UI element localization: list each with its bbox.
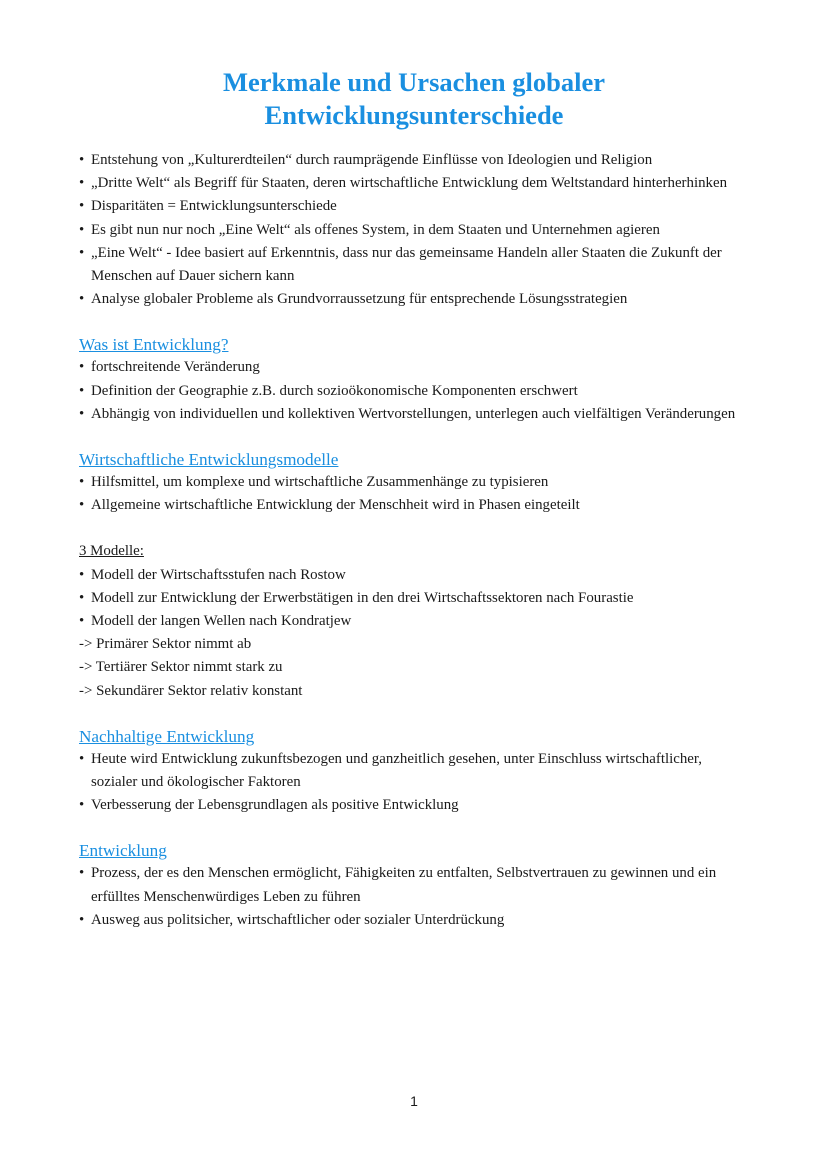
arrow-note: -> Tertiärer Sektor nimmt stark zu [79, 659, 283, 676]
entwicklungsmodelle-list [79, 471, 749, 517]
list-item: • Analyse globaler Probleme als Grundvorraussetzung für entsprechende Lösungsstrategien [79, 288, 749, 311]
list-item: • fortschreitende Veränderung [79, 356, 749, 379]
page-title-line-1: Merkmale und Ursachen globaler [222, 67, 605, 97]
list-item: • Hilfsmittel, um komplexe und wirtschaftliche Zusammenhänge zu typisieren [79, 471, 749, 494]
was-ist-entwicklung-list [79, 356, 749, 426]
heading-entwicklungsmodelle: Wirtschaftliche Entwicklungsmodelle [79, 450, 339, 470]
list-item: • „Eine Welt“ - Idee basiert auf Erkenntnis, dass nur das gemeinsame Handeln aller Staaten die Zukunft der Menschen auf Dauer sichern kann [79, 242, 749, 288]
entwicklung-list [79, 862, 749, 932]
list-item: • Verbesserung der Lebensgrundlagen als positive Entwicklung [79, 794, 749, 817]
heading-was-ist-entwicklung: Was ist Entwicklung? [79, 335, 229, 355]
arrow-note: -> Sekundärer Sektor relativ konstant [79, 682, 303, 699]
list-item: • Modell der Wirtschaftsstufen nach Rostow [79, 564, 749, 587]
list-item: • Prozess, der es den Menschen ermöglicht, Fähigkeiten zu entfalten, Selbstvertrauen zu gewinnen und ein erfülltes Menschenwürdiges Leben zu führen [79, 862, 749, 908]
spacer [79, 817, 749, 839]
heading-nachhaltige-entwicklung: Nachhaltige Entwicklung [79, 726, 255, 746]
page-title-line-2: Entwicklungsunterschiede [264, 100, 564, 130]
list-item: • Abhängig von individuellen und kollektiven Wertvorstellungen, unterlegen auch vielfältigen Veränderungen [79, 403, 749, 426]
page-title [0, 66, 828, 132]
spacer [79, 311, 749, 333]
list-item: • Allgemeine wirtschaftliche Entwicklung der Menschheit wird in Phasen eingeteilt [79, 494, 749, 517]
list-item: • Definition der Geographie z.B. durch sozioökonomische Komponenten erschwert [79, 380, 749, 403]
list-item: • Modell zur Entwicklung der Erwerbstätigen in den drei Wirtschaftssektoren nach Fourastie [79, 587, 749, 610]
list-item: • Disparitäten = Entwicklungsunterschiede [79, 195, 749, 218]
heading-3-modelle: 3 Modelle: [79, 543, 144, 560]
list-item: • Modell der langen Wellen nach Kondratjew [79, 610, 749, 633]
list-item: • Heute wird Entwicklung zukunftsbezogen und ganzheitlich gesehen, unter Einschluss wirtschaftlicher, sozialer und ökologischer Faktoren [79, 748, 749, 794]
list-item: • Ausweg aus politsicher, wirtschaftlicher oder sozialer Unterdrückung [79, 909, 749, 932]
list-item: • „Dritte Welt“ als Begriff für Staaten, deren wirtschaftliche Entwicklung dem Weltstandard hinterherhinken [79, 172, 749, 195]
3-modelle-list [79, 564, 749, 634]
document-body [79, 149, 749, 932]
spacer [79, 703, 749, 725]
list-item: • Entstehung von „Kulturerdteilen“ durch raumprägende Einflüsse von Ideologien und Religion [79, 149, 749, 172]
list-item: • Es gibt nun nur noch „Eine Welt“ als offenes System, in dem Staaten und Unternehmen agieren [79, 219, 749, 242]
spacer [79, 426, 749, 448]
intro-list [79, 149, 749, 311]
spacer [79, 517, 749, 540]
arrow-note: -> Primärer Sektor nimmt ab [79, 636, 252, 653]
page-number: 1 [410, 1093, 418, 1109]
nachhaltige-entwicklung-list [79, 748, 749, 818]
heading-entwicklung: Entwicklung [79, 841, 167, 861]
